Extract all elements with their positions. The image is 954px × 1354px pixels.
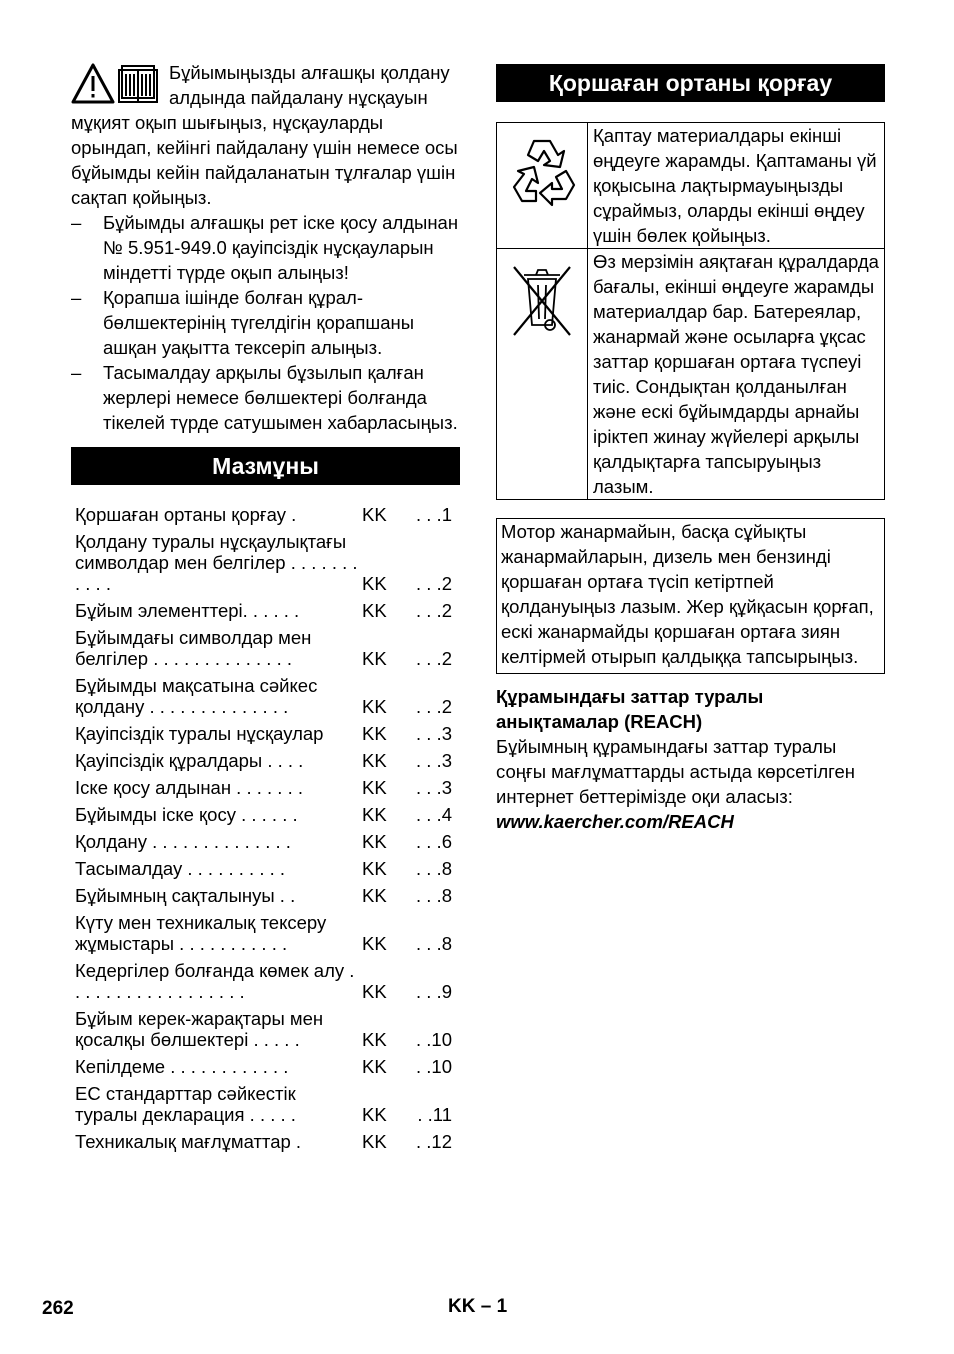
toc-entry-title: Қауіпсіздік туралы нұсқаулар [75, 723, 324, 744]
toc-entry-title: Бұйымды іске қосу . . . . . . [75, 804, 298, 825]
toc-entry-code: KK [362, 600, 387, 621]
toc-table [71, 501, 460, 1155]
toc-entry-page: . .12 [416, 1131, 452, 1152]
intro-text: Бұйымыңызды алғашқы қолдану алдында пайдалану нұсқауын мұқият оқып шығыңыз, нұсқауларды орындап, кейінгі пайдалану үшін немесе осы бұйымды кейін пайдаланатын тұлғалар үшін сақтап қойыңыз. [71, 62, 458, 208]
toc-entry[interactable] [71, 957, 460, 1005]
toc-entry-page: . . .9 [416, 981, 452, 1002]
bullet-item: – Бұйымды алғашқы рет іске қосу алдынан № 5.951-949.0 қауіпсіздік нұсқауларын міндетті түрде оқып алыңыз! [71, 210, 460, 285]
bullet-item: – Тасымалдау арқылы бұзылып қалған жерлері немесе бөлшектері болғанда тікелей түрде сатушымен хабарласыңыз. [71, 360, 460, 435]
env-row-recycle [497, 123, 885, 249]
toc-entry[interactable] [71, 1053, 460, 1080]
toc-entry-code: KK [362, 1131, 387, 1152]
toc-entry[interactable] [71, 855, 460, 882]
toc-entry-page: . . .2 [416, 696, 452, 717]
toc-entry-page: . . .8 [416, 885, 452, 906]
toc-entry-page: . .10 [416, 1029, 452, 1050]
toc-entry-code: KK [362, 933, 387, 954]
toc-entry-page: . . .6 [416, 831, 452, 852]
toc-entry-code: KK [362, 1056, 387, 1077]
reach-text: Бұйымның құрамындағы заттар туралы соңғы мағлұматтарды астыда көрсетілген интернет беттерімізде оқи аласыз: [496, 736, 856, 807]
toc-entry-code: KK [362, 648, 387, 669]
toc-entry-title: Бұйымды мақсатына сәйкес қолдану . . . . . . . . . . . . . . [75, 675, 318, 717]
toc-entry[interactable] [71, 501, 460, 528]
toc-entry-title: Бұйымдағы символдар мен белгілер . . . . . . . . . . . . . . [75, 627, 312, 669]
bullet-item: – Қорапша ішінде болған құрал-бөлшектерінің түгелдігін қорапшаны ашқан уақытта тексеріп алыңыз. [71, 285, 460, 360]
toc-heading: Мазмұны [71, 447, 460, 485]
toc-entry-title: Қоршаған ортаны қорғау . [75, 504, 297, 525]
environment-table [496, 122, 885, 500]
toc-entry-title: Қауіпсіздік құралдары . . . . [75, 750, 304, 771]
env-disposal-text: Өз мерзімін аяқтаған құралдарда бағалы, екінші өңдеуге жарамды материалдар бар. Батереялар, жанармай және осыларға ұқсас заттар қоршаған ортаға түспеуі тиіс. Сондықтан қолданылған және ескі бұйымдарды арнайы іріктеп жинау жүйелері арқылы қалдықтарға тапсыруыңыз лазым. [588, 249, 885, 500]
toc-entry[interactable] [71, 909, 460, 957]
language-code: KK – 1 [448, 1296, 508, 1317]
manual-book-icon [119, 66, 157, 102]
toc-entry-title: Тасымалдау . . . . . . . . . . [75, 858, 286, 879]
toc-entry-code: KK [362, 696, 387, 717]
toc-entry[interactable] [71, 1128, 460, 1155]
toc-entry-title: Бұйымның сақталынуы . . [75, 885, 296, 906]
env-recycle-text: Қаптау материалдары екінші өңдеуге жарамды. Қаптаманы үй қоқысына лақтырмауыңызды сұраймыз, оларды екінші өңдеу үшін бөлек қойыңыз. [588, 123, 885, 249]
toc-entry[interactable] [71, 801, 460, 828]
toc-entry-code: KK [362, 804, 387, 825]
toc-entry-title: Қолдану туралы нұсқаулықтағы символдар мен белгілер . . . . . . . . . . . [75, 531, 358, 594]
toc-entry-title: Кедергілер болғанда көмек алу . . . . . . . . . . . . . . . . . . [75, 960, 355, 1002]
toc-entry[interactable] [71, 1080, 460, 1128]
toc-entry-page: . . .3 [416, 750, 452, 771]
toc-entry-title: ЕС стандарттар сәйкестік туралы декларация . . . . . [75, 1083, 296, 1125]
intro-bullets [71, 210, 460, 435]
toc-entry-title: Іске қосу алдынан . . . . . . . [75, 777, 303, 798]
toc-entry-code: KK [362, 831, 387, 852]
toc-entry-code: KK [362, 504, 387, 525]
fuel-note-box: Мотор жанармайын, басқа сұйықты жанармайларын, дизель мен бензинді қоршаған ортаға түсіп кетіртпей қолдануыңыз лазым. Жер құйқасын қорғап, ескі жанармайды қоршаған ортаға зиян келтірмей отырып қалдыққа тапсырыңыз. [496, 518, 885, 674]
toc-entry[interactable] [71, 597, 460, 624]
toc-entry-title: Техникалық мағлұматтар . [75, 1131, 302, 1152]
crossed-bin-icon [497, 249, 588, 500]
toc-entry-title: Бұйым элементтері. . . . . . [75, 600, 300, 621]
toc-entry-page: . . .2 [416, 648, 452, 669]
toc-entry-code: KK [362, 777, 387, 798]
toc-entry-page: . . .4 [416, 804, 452, 825]
toc-entry-code: KK [362, 1029, 387, 1050]
toc-entry-page: . . .8 [416, 858, 452, 879]
toc-entry-code: KK [362, 750, 387, 771]
toc-entry-code: KK [362, 573, 387, 594]
toc-entry-page: . . .8 [416, 933, 452, 954]
intro-icons [71, 62, 161, 106]
toc-entry-page: . .11 [417, 1104, 452, 1125]
toc-entry[interactable] [71, 747, 460, 774]
toc-entry[interactable] [71, 624, 460, 672]
toc-entry-page: . . .2 [416, 573, 452, 594]
toc-entry-page: . . .2 [416, 600, 452, 621]
toc-entry-page: . . .1 [416, 504, 452, 525]
environment-heading: Қоршаған ортаны қорғау [496, 64, 885, 102]
page-number: 262 [42, 1298, 74, 1319]
toc-entry-title: Бұйым керек-жарақтары мен қосалқы бөлшектері . . . . . [75, 1008, 324, 1050]
warning-icon [73, 65, 113, 102]
reach-heading: Құрамындағы заттар туралы анықтамалар (REACH) [496, 686, 764, 732]
toc-entry-title: Кепілдеме . . . . . . . . . . . . [75, 1056, 289, 1077]
recycle-icon [497, 123, 588, 249]
toc-entry-page: . . .3 [416, 777, 452, 798]
toc-entry[interactable] [71, 882, 460, 909]
toc-entry-page: . .10 [416, 1056, 452, 1077]
toc-entry-code: KK [362, 885, 387, 906]
env-row-disposal [497, 249, 885, 500]
toc-entry[interactable] [71, 774, 460, 801]
right-column [496, 64, 885, 834]
toc-entry[interactable] [71, 528, 460, 597]
toc-entry-code: KK [362, 1104, 387, 1125]
toc-entry[interactable] [71, 1005, 460, 1053]
toc-entry-code: KK [362, 723, 387, 744]
toc-entry[interactable] [71, 720, 460, 747]
toc-entry-code: KK [362, 858, 387, 879]
toc-entry-title: Күту мен техникалық тексеру жұмыстары . . . . . . . . . . . [75, 912, 327, 954]
toc-entry-title: Қолдану . . . . . . . . . . . . . . [75, 831, 291, 852]
toc-entry[interactable] [71, 828, 460, 855]
toc-entry-page: . . .3 [416, 723, 452, 744]
left-column [71, 60, 460, 1155]
toc-entry-code: KK [362, 981, 387, 1002]
toc-entry[interactable] [71, 672, 460, 720]
reach-link[interactable]: www.kaercher.com/REACH [496, 811, 734, 832]
